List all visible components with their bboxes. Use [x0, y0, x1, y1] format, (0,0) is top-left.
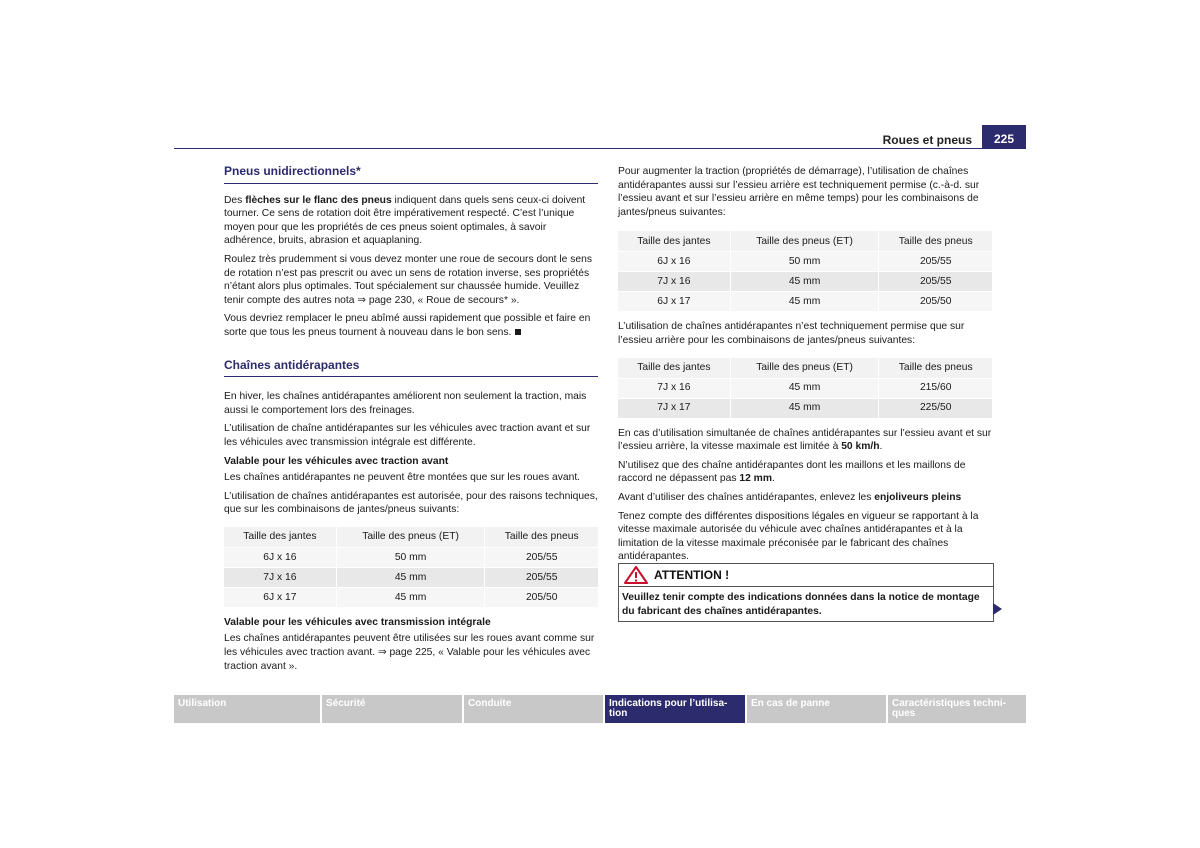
table-header-row — [224, 527, 598, 548]
table-cell: 50 mm — [730, 252, 879, 272]
table-row — [618, 292, 992, 312]
paragraph — [618, 459, 992, 486]
attention-box — [618, 563, 994, 622]
warning-triangle-icon — [624, 566, 648, 584]
table-cell: 225/50 — [879, 398, 992, 418]
attention-title: ATTENTION ! — [654, 568, 730, 582]
emphasis: 12 mm — [739, 473, 772, 485]
nav-tab-2[interactable]: Conduite — [462, 695, 603, 723]
table-cell: 7J x 16 — [224, 567, 336, 587]
nav-tab-4[interactable]: En cas de panne — [745, 695, 886, 723]
left-column — [224, 165, 598, 678]
paragraph: L’utilisation de chaîne antidérapantes sur les véhicules avec traction avant et sur les véhicules avec transmission intégrale est différente. — [224, 423, 591, 448]
section-end-icon — [515, 329, 521, 335]
page-number: 225 — [982, 125, 1026, 149]
table-cell: 45 mm — [336, 587, 485, 607]
paragraph — [618, 491, 992, 505]
paragraph: Les chaînes antidérapantes peuvent être utilisées sur les roues avant comme sur les véhicules avec traction avant. ⇒ page 225, « Valable pour les véhicules avec traction avant ». — [224, 633, 595, 672]
table-cell: 45 mm — [336, 567, 485, 587]
nav-tab-1[interactable]: Sécurité — [320, 695, 462, 723]
paragraph — [224, 312, 598, 339]
table-cell: 6J x 16 — [224, 547, 336, 567]
attention-header — [619, 564, 993, 587]
column-header: Taille des pneus (ET) — [730, 358, 879, 379]
paragraph: Les chaînes antidérapantes ne peuvent être montées que sur les roues avant. — [224, 472, 581, 484]
paragraph — [224, 194, 598, 248]
table-cell: 205/55 — [485, 567, 598, 587]
column-header: Taille des jantes — [618, 231, 730, 252]
paragraph: En hiver, les chaînes antidérapantes améliorent non seulement la traction, mais aussi le comportement lors des freinages. — [224, 391, 587, 416]
table-cell: 45 mm — [730, 378, 879, 398]
table-cell: 215/60 — [879, 378, 992, 398]
table-row — [618, 398, 992, 418]
text: Vous devriez remplacer le pneu abîmé aussi rapidement que possible et faire en sorte que tous les pneus tournent à nouveau dans le bon sens. — [224, 313, 591, 338]
right-column — [618, 165, 992, 569]
header-rule — [174, 148, 1026, 149]
table-cell: 205/55 — [879, 272, 992, 292]
table-cell: 205/55 — [879, 252, 992, 272]
continue-arrow-icon — [993, 603, 1002, 615]
table-header-row — [618, 231, 992, 252]
table-row — [224, 587, 598, 607]
text: . — [772, 473, 775, 485]
tire-table-rear-axle — [618, 358, 992, 418]
heading-pneus-unidirectionnels: Pneus unidirectionnels* — [224, 165, 598, 184]
table-cell: 45 mm — [730, 398, 879, 418]
table-cell: 6J x 16 — [618, 252, 730, 272]
text: Des — [224, 194, 246, 206]
nav-tab-3[interactable]: Indications pour l’utilisa- tion — [603, 695, 745, 723]
table-cell: 7J x 16 — [618, 378, 730, 398]
column-header: Taille des pneus — [485, 527, 598, 548]
table-row — [224, 547, 598, 567]
paragraph: Roulez très prudemment si vous devez monter une roue de secours dont le sens de rotation n’est pas prescrit ou avec un sens de rotation inverse, ses propriétés n’étant alors plus optimales. Tout spécialement sur chaussée humide. Veuillez tenir compte des autres nota ⇒ page 230, « Roue de secours* ». — [224, 253, 593, 306]
text: . — [879, 441, 883, 453]
tire-table-front — [224, 527, 598, 607]
emphasis: flèches sur le flanc des pneus — [245, 194, 392, 206]
nav-tab-5[interactable]: Caractéristiques techni- ques — [886, 695, 1026, 723]
text: indiquent dans quels sens ceux-ci doivent tourner. Ce sens de rotation doit être impérativement respecté. C’est l’unique moyen pour que les propriétés de ces pneus soient optimales, à savoir adhérence, bruits, abrasion et aquaplaning. — [224, 194, 586, 247]
table-cell: 7J x 16 — [618, 272, 730, 292]
attention-text: Veuillez tenir compte des indications données dans la notice de montage du fabricant des chaînes antidérapantes. — [622, 592, 980, 617]
table-cell: 45 mm — [730, 272, 879, 292]
table-cell: 45 mm — [730, 292, 879, 312]
column-header: Taille des pneus (ET) — [730, 231, 879, 252]
tire-table-both-axles — [618, 231, 992, 311]
table-row — [618, 378, 992, 398]
chapter-navigation — [174, 695, 1026, 723]
column-header: Taille des jantes — [224, 527, 336, 548]
table-cell: 6J x 17 — [618, 292, 730, 312]
nav-tab-0[interactable]: Utilisation — [174, 695, 320, 723]
column-header: Taille des pneus (ET) — [336, 527, 485, 548]
text: Avant d’utiliser des chaînes antidérapantes, enlevez les — [618, 491, 875, 503]
paragraph: Tenez compte des différentes dispositions légales en vigueur se rapportant à la vitesse maximale autorisée du véhicule avec chaînes antidérapantes et à la limitation de la vitesse maximale préconisée par le fabricant des chaînes antidérapantes. — [618, 510, 979, 563]
column-header: Taille des jantes — [618, 358, 730, 379]
table-cell: 205/50 — [879, 292, 992, 312]
paragraph: Pour augmenter la traction (propriétés de démarrage), l’utilisation de chaînes antidérapantes aussi sur l’essieu arrière est techniquement permise (c.-à-d. sur l’essieu avant et sur l’essieu arrière en même temps) pour les combinaisons de jantes/pneus suivantes: — [618, 166, 980, 218]
heading-chaines-antiderapantes: Chaînes antidérapantes — [224, 359, 598, 378]
table-cell: 205/55 — [485, 547, 598, 567]
subheading-transmission-integrale: Valable pour les véhicules avec transmission intégrale — [224, 616, 491, 628]
table-cell: 205/50 — [485, 587, 598, 607]
table-header-row — [618, 358, 992, 379]
paragraph: L’utilisation de chaînes antidérapantes n’est techniquement permise que sur l’essieu arrière pour les combinaisons de jantes/pneus suivantes: — [618, 321, 965, 346]
table-cell: 6J x 17 — [224, 587, 336, 607]
column-header: Taille des pneus — [879, 358, 992, 379]
table-row — [224, 567, 598, 587]
emphasis: enjoliveurs pleins — [874, 491, 962, 503]
table-cell: 7J x 17 — [618, 398, 730, 418]
text: N’utilisez que des chaîne antidérapantes dont les maillons et les maillons de raccord ne dépassent pas — [618, 459, 966, 485]
section-title: Roues et pneus — [882, 133, 972, 147]
paragraph: L’utilisation de chaînes antidérapantes est autorisée, pour des raisons techniques, que sur les combinaisons de jantes/pneus suivants: — [224, 490, 598, 516]
table-cell: 50 mm — [336, 547, 485, 567]
subheading-traction-avant: Valable pour les véhicules avec traction avant — [224, 455, 449, 467]
text: En cas d’utilisation simultanée de chaînes antidérapantes sur l’essieu avant et sur l’essieu arrière, la vitesse maximale est limitée à — [618, 427, 992, 453]
table-row — [618, 272, 992, 292]
emphasis: 50 km/h — [841, 441, 880, 453]
paragraph — [618, 427, 992, 454]
column-header: Taille des pneus — [879, 231, 992, 252]
table-row — [618, 252, 992, 272]
